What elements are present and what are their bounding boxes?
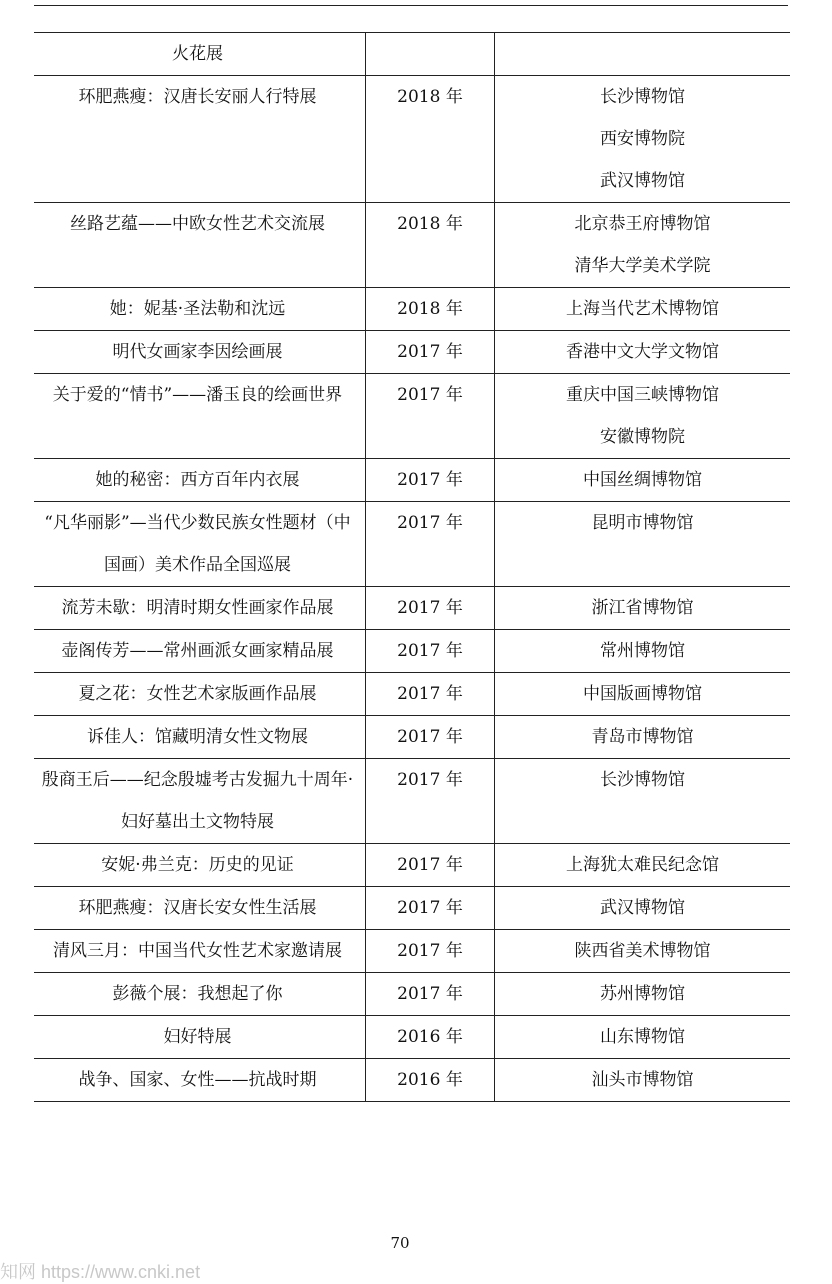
venue-name: 上海犹太难民纪念馆 (566, 855, 719, 875)
exhibition-year: 2017 年 (366, 502, 495, 587)
exhibition-name: 诉佳人：馆藏明清女性文物展 (34, 716, 366, 759)
exhibition-name: 安妮·弗兰克：历史的见证 (34, 844, 366, 887)
exhibition-venues (495, 203, 791, 288)
exhibitions-table (34, 32, 790, 1102)
exhibition-year: 2017 年 (366, 331, 495, 374)
exhibition-name: 她的秘密：西方百年内衣展 (34, 459, 366, 502)
table-row (34, 887, 790, 930)
table-row (34, 587, 790, 630)
table-row (34, 673, 790, 716)
table-row (34, 502, 790, 587)
venue-name: 西安博物院 (600, 129, 685, 149)
venue-name: 清华大学美术学院 (574, 256, 711, 276)
exhibition-year: 2018 年 (366, 203, 495, 288)
table-row (34, 459, 790, 502)
exhibition-venues (495, 973, 791, 1016)
exhibition-year: 2017 年 (366, 459, 495, 502)
exhibition-year: 2017 年 (366, 673, 495, 716)
table-row (34, 331, 790, 374)
venue-name: 青岛市博物馆 (591, 727, 694, 747)
venue-name: 陕西省美术博物馆 (574, 941, 711, 961)
table-row (34, 76, 790, 203)
exhibition-year: 2017 年 (366, 630, 495, 673)
table-body (34, 33, 790, 1102)
exhibition-venues (495, 459, 791, 502)
venue-name: 安徽博物院 (600, 427, 685, 447)
exhibition-name: 殷商王后——纪念殷墟考古发掘九十周年·妇好墓出土文物特展 (34, 759, 366, 844)
exhibition-name: 战争、国家、女性——抗战时期 (34, 1059, 366, 1102)
table-row (34, 1059, 790, 1102)
venue-name: 重庆中国三峡博物馆 (566, 385, 719, 405)
venue-name: 中国版画博物馆 (583, 684, 702, 704)
venue-name: 汕头市博物馆 (591, 1070, 694, 1090)
venue-name: 常州博物馆 (600, 641, 685, 661)
exhibition-name: 火花展 (34, 33, 366, 76)
venue-name: 武汉博物馆 (600, 898, 685, 918)
exhibition-name: 夏之花：女性艺术家版画作品展 (34, 673, 366, 716)
table-row (34, 930, 790, 973)
exhibition-venues (495, 673, 791, 716)
exhibition-year (366, 33, 495, 76)
exhibition-venues (495, 331, 791, 374)
exhibition-name: 明代女画家李因绘画展 (34, 331, 366, 374)
exhibition-year: 2017 年 (366, 374, 495, 459)
exhibition-venues (495, 76, 791, 203)
exhibition-venues (495, 887, 791, 930)
table-row (34, 33, 790, 76)
exhibition-venues (495, 630, 791, 673)
table-row (34, 759, 790, 844)
exhibition-name: 妇好特展 (34, 1016, 366, 1059)
venue-name: 浙江省博物馆 (591, 598, 694, 618)
table-row (34, 1016, 790, 1059)
exhibition-venues (495, 288, 791, 331)
table-row (34, 288, 790, 331)
venue-name: 山东博物馆 (600, 1027, 685, 1047)
exhibition-year: 2017 年 (366, 759, 495, 844)
exhibition-year: 2018 年 (366, 288, 495, 331)
exhibition-year: 2017 年 (366, 930, 495, 973)
exhibition-name: 彭薇个展：我想起了你 (34, 973, 366, 1016)
venue-name: 昆明市博物馆 (591, 513, 694, 533)
exhibition-name: 环肥燕瘦：汉唐长安丽人行特展 (34, 76, 366, 203)
table-row (34, 374, 790, 459)
exhibition-name: 流芳未歇：明清时期女性画家作品展 (34, 587, 366, 630)
exhibition-year: 2017 年 (366, 587, 495, 630)
exhibition-year: 2016 年 (366, 1059, 495, 1102)
venue-name: 苏州博物馆 (600, 984, 685, 1004)
venue-name: 北京恭王府博物馆 (574, 214, 711, 234)
exhibition-name: 关于爱的“情书”——潘玉良的绘画世界 (34, 374, 366, 459)
venue-name: 香港中文大学文物馆 (566, 342, 719, 362)
exhibition-year: 2016 年 (366, 1016, 495, 1059)
exhibition-year: 2017 年 (366, 716, 495, 759)
venue-name: 上海当代艺术博物馆 (566, 299, 719, 319)
venue-name: 武汉博物馆 (600, 171, 685, 191)
exhibition-name: 清风三月：中国当代女性艺术家邀请展 (34, 930, 366, 973)
exhibition-venues (495, 1059, 791, 1102)
exhibition-name: “凡华丽影”—当代少数民族女性题材（中国画）美术作品全国巡展 (34, 502, 366, 587)
exhibition-venues (495, 1016, 791, 1059)
exhibition-year: 2017 年 (366, 887, 495, 930)
watermark: 知网 https://www.cnki.net (0, 1262, 201, 1282)
venue-name: 中国丝绸博物馆 (583, 470, 702, 490)
exhibition-name: 环肥燕瘦：汉唐长安女性生活展 (34, 887, 366, 930)
table-row (34, 630, 790, 673)
table-row (34, 203, 790, 288)
table-row (34, 973, 790, 1016)
exhibition-name: 她：妮基·圣法勒和沈远 (34, 288, 366, 331)
exhibition-venues (495, 374, 791, 459)
exhibition-name: 壶阁传芳——常州画派女画家精品展 (34, 630, 366, 673)
exhibition-venues (495, 844, 791, 887)
exhibition-venues (495, 587, 791, 630)
table-row (34, 844, 790, 887)
exhibition-venues (495, 33, 791, 76)
venue-name: 长沙博物馆 (600, 87, 685, 107)
table-row (34, 716, 790, 759)
exhibition-name: 丝路艺蕴——中欧女性艺术交流展 (34, 203, 366, 288)
exhibition-venues (495, 759, 791, 844)
exhibition-venues (495, 930, 791, 973)
page-number: 70 (390, 1234, 410, 1252)
venue-name: 长沙博物馆 (600, 770, 685, 790)
exhibition-year: 2018 年 (366, 76, 495, 203)
exhibition-venues (495, 716, 791, 759)
header-rule (34, 5, 788, 6)
exhibition-year: 2017 年 (366, 973, 495, 1016)
exhibition-venues (495, 502, 791, 587)
exhibition-year: 2017 年 (366, 844, 495, 887)
